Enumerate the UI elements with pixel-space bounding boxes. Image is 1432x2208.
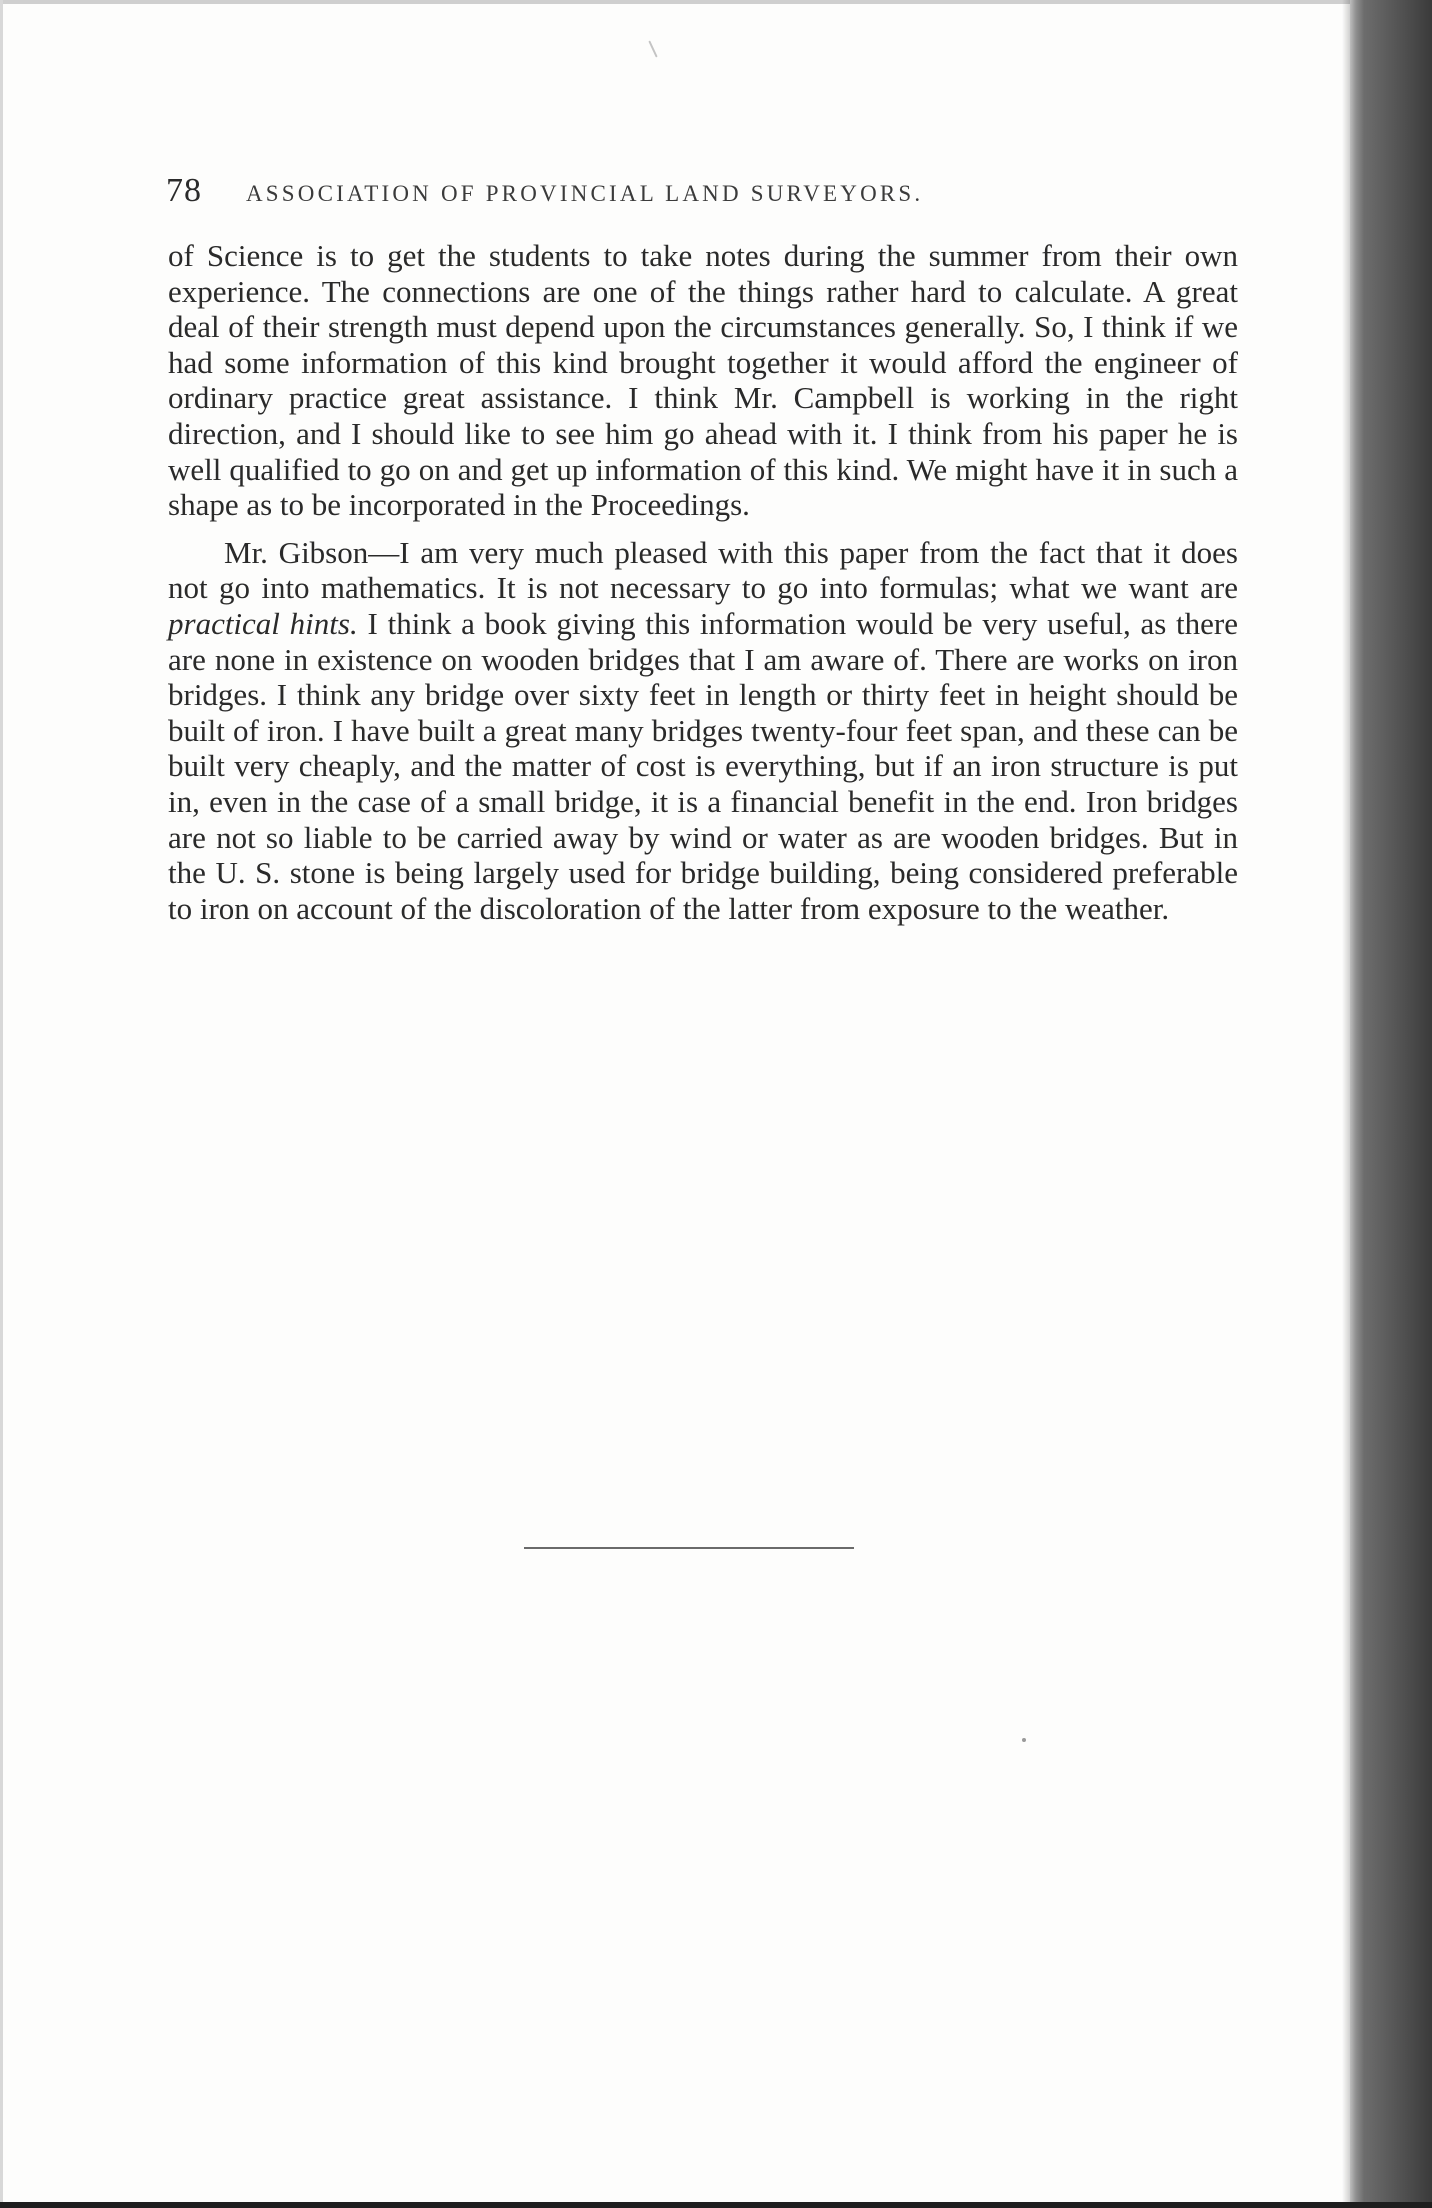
paragraph-1: of Science is to get the students to take notes during the summer from their own experience. The connections are one of the things rather hard to calculate. A great deal of their strength must depend upon the circumstances generally. So, I think if we had some information of this kind brought together it would afford the engineer of ordinary practice great assistance. I think Mr. Campbell is working in the right direction, and I should like to see him go ahead with it. I think from his paper he is well qualified to go on and get up information of this kind. We might have it in such a shape as to be incorporated in the Proceedings. bbox=[168, 238, 1238, 523]
running-title: ASSOCIATION OF PROVINCIAL LAND SURVEYORS. bbox=[246, 181, 924, 206]
running-header bbox=[166, 172, 1206, 216]
paragraph-2 bbox=[168, 535, 1238, 927]
page-number: 78 bbox=[166, 172, 202, 209]
paragraph-2-italic-phrase: practical hints. bbox=[168, 605, 358, 641]
body-text bbox=[168, 238, 1238, 926]
binding-gutter-shadow bbox=[1350, 0, 1432, 2208]
scan-speck bbox=[1022, 1738, 1026, 1742]
page-bottom-edge bbox=[0, 2202, 1432, 2208]
section-end-rule bbox=[524, 1547, 854, 1549]
page-left-edge bbox=[0, 0, 3, 2208]
scan-speck bbox=[648, 40, 657, 57]
page-top-edge bbox=[0, 0, 1432, 4]
paragraph-2-end: I think a book giving this information would be very useful, as there are none in existence on wooden bridges that I am aware of. There are works on iron bridges. I think any bridge over sixty feet in length or thirty feet in height should be built of iron. I have built a great many bridges twenty-four feet span, and these can be built very cheaply, and the matter of cost is everything, but if an iron structure is put in, even in the case of a small bridge, it is a financial benefit in the end. Iron bridges are not so liable to be carried away by wind or water as are wooden bridges. But in the U. S. stone is being largely used for bridge building, being considered preferable to iron on account of the discoloration of the latter from exposure to the weather. bbox=[168, 605, 1238, 926]
paragraph-2-start: Mr. Gibson—I am very much pleased with this paper from the fact that it does not go into mathematics. It is not necessary to go into formulas; what we want are bbox=[168, 534, 1238, 606]
